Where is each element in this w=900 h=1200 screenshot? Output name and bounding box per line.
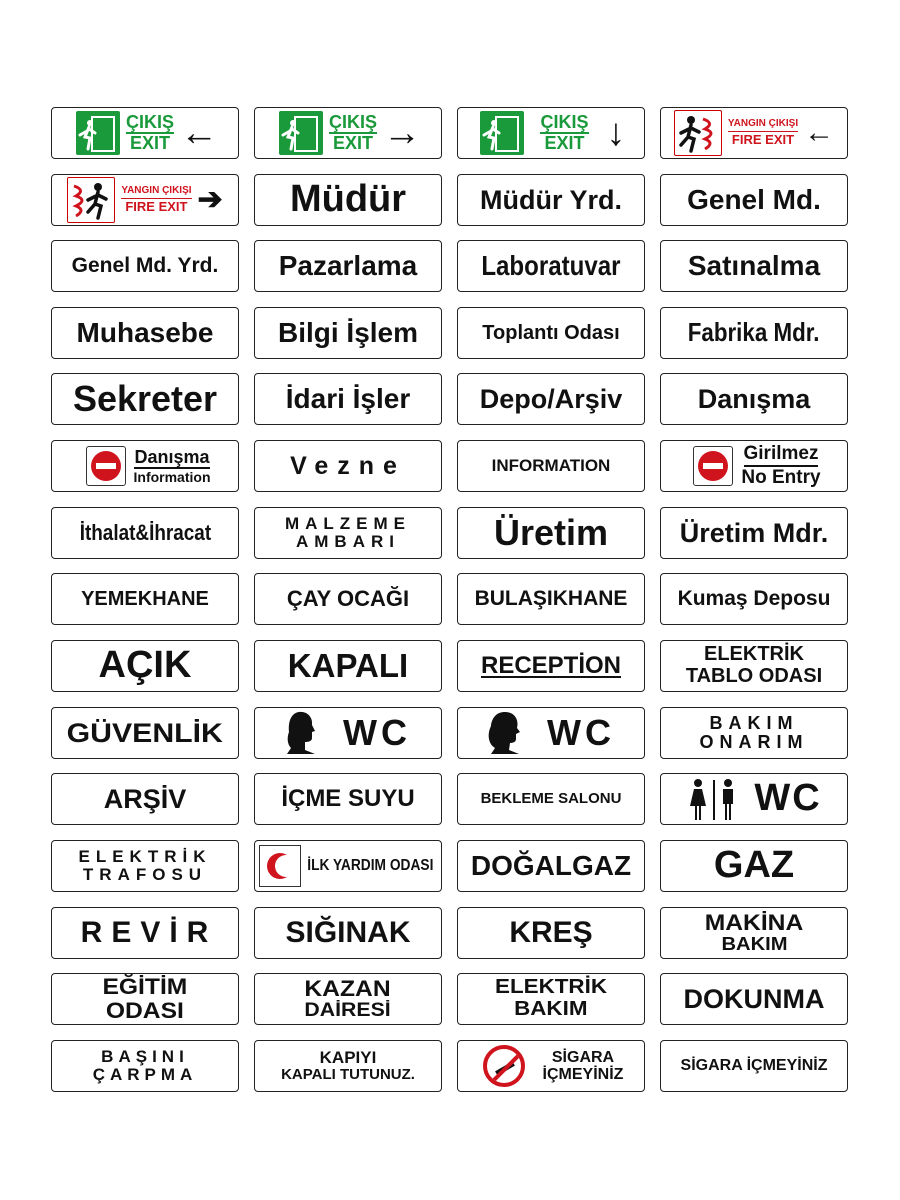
sign-malzeme-ambari: [254, 507, 442, 559]
sign-line-2: AMBARI: [295, 532, 400, 551]
sign-vezne: [254, 440, 442, 492]
sign-elektrik-trafosu: [51, 840, 239, 892]
sign-kumas-deposu: [660, 573, 848, 625]
sign-genel-md: [660, 174, 848, 226]
sign-label: GÜVENLİK: [66, 717, 224, 748]
sign-label: Sekreter: [72, 378, 218, 420]
sign-line-2: TRAFOSU: [82, 865, 208, 884]
woman-silhouette-icon: [487, 710, 523, 756]
fire-exit-subtitle: FIRE EXIT: [125, 198, 188, 214]
sign-danisma: [660, 373, 848, 425]
sign-exit-down: [457, 107, 645, 159]
sign-label: YEMEKHANE: [81, 587, 209, 610]
sign-label: RECEPTİON: [480, 652, 621, 680]
restroom-people-icon: [686, 776, 742, 822]
sign-line-1: MALZEME: [284, 513, 412, 533]
sign-label: INFORMATION: [491, 456, 611, 476]
sign-label: WC: [343, 712, 411, 754]
sign-elektrik-tablo: [660, 640, 848, 692]
sign-line-1: ELEKTRİK: [495, 976, 607, 999]
sign-guvenlik: [51, 707, 239, 759]
fire-exit-runner-icon: [67, 177, 115, 223]
sign-mudur: [254, 174, 442, 226]
sign-arsiv: [51, 773, 239, 825]
sign-label: Laboratuvar: [481, 250, 621, 282]
sign-ilk-yardim: [254, 840, 442, 892]
sign-line-1: BAŞINI: [101, 1046, 189, 1066]
sign-label: AÇIK: [98, 644, 192, 687]
sign-gaz: [660, 840, 848, 892]
sign-label: SİGARA İÇMEYİNİZ: [680, 1056, 828, 1074]
sign-label: BEKLEME SALONU: [480, 790, 622, 808]
sign-label: Fabrika Mdr.: [688, 317, 820, 348]
sign-icme-suyu: [254, 773, 442, 825]
sign-line-1: BAKIM: [709, 712, 799, 733]
no-smoking-icon: [483, 1045, 525, 1087]
sign-line-2: TABLO ODASI: [685, 665, 823, 687]
exit-subtitle: EXIT: [332, 133, 373, 153]
sign-label: Danışma: [697, 383, 811, 414]
sign-exit-right: [254, 107, 442, 159]
sign-idari-isler: [254, 373, 442, 425]
running-man-exit-icon: [480, 111, 524, 155]
sign-basini-carpma: [51, 1040, 239, 1092]
sign-line-1: Girilmez: [744, 443, 819, 467]
sign-sigara-icmeyiniz: [660, 1040, 848, 1092]
sign-label: BULAŞIKHANE: [474, 586, 628, 610]
sign-reception: [457, 640, 645, 692]
sign-label: Satınalma: [687, 250, 821, 282]
sign-elektrik-bakim: [457, 973, 645, 1025]
sign-line-2: DAİRESİ: [304, 999, 392, 1021]
sign-line-1: EĞİTİM: [102, 974, 188, 1000]
sign-fabrika-mdr: [660, 307, 848, 359]
sign-genel-md-yrd: [51, 240, 239, 292]
sign-label: Üretim: [493, 512, 609, 554]
sign-label: İLK YARDIM ODASI: [307, 856, 434, 874]
sign-label: GAZ: [713, 844, 795, 887]
sign-girilmez: [660, 440, 848, 492]
exit-subtitle: EXIT: [129, 133, 170, 153]
sign-label: Kumaş Deposu: [677, 586, 831, 610]
fire-exit-title: YANGIN ÇIKIŞI: [121, 185, 191, 199]
sign-label: REVİR: [80, 916, 218, 950]
fire-exit-runner-icon: [674, 110, 722, 156]
sign-ithalat-ihracat: [51, 507, 239, 559]
sign-toplanti-odasi: [457, 307, 645, 359]
sign-label: Üretim Mdr.: [679, 517, 829, 548]
running-man-exit-icon: [76, 111, 120, 155]
sign-egitim-odasi: [51, 973, 239, 1025]
sign-label: WC: [754, 777, 822, 820]
sign-bilgi-islem: [254, 307, 442, 359]
sign-line-2: KAPALI TUTUNUZ.: [281, 1066, 415, 1084]
sign-fire-exit-right: [51, 174, 239, 226]
sign-revir: [51, 907, 239, 959]
sign-muhasebe: [51, 307, 239, 359]
sign-label: Vezne: [290, 451, 406, 480]
sign-label: Genel Md.: [687, 184, 821, 216]
sign-line-2: No Entry: [741, 467, 821, 488]
sign-fire-exit-left: [660, 107, 848, 159]
exit-subtitle: EXIT: [544, 133, 585, 153]
sign-line-2: ÇARPMA: [92, 1065, 198, 1084]
sign-laboratuvar: [457, 240, 645, 292]
sign-siginak: [254, 907, 442, 959]
sign-sekreter: [51, 373, 239, 425]
sign-label: Müdür Yrd.: [479, 184, 622, 215]
sign-bulasikhane: [457, 573, 645, 625]
sign-label: KAPALI: [287, 646, 409, 684]
sign-makina-bakim: [660, 907, 848, 959]
arrow-right-icon: ➔: [197, 183, 223, 216]
fire-exit-subtitle: FIRE EXIT: [731, 131, 795, 147]
sign-mudur-yrd: [457, 174, 645, 226]
man-silhouette-icon: [285, 710, 319, 756]
sign-line-2: İÇMEYİNİZ: [542, 1066, 624, 1083]
no-entry-icon: [86, 446, 126, 486]
running-man-exit-icon: [279, 111, 323, 155]
arrow-down-icon: ↓: [606, 112, 626, 154]
sign-label: Genel Md. Yrd.: [71, 253, 219, 277]
sign-information: [457, 440, 645, 492]
arrow-left-icon: ←: [180, 112, 218, 154]
sign-depo-arsiv: [457, 373, 645, 425]
sign-label: Pazarlama: [278, 250, 418, 282]
sign-line-1: ELEKTRİK: [78, 846, 212, 866]
sign-yemekhane: [51, 573, 239, 625]
sign-bakim-onarim: [660, 707, 848, 759]
sign-line-2: ONARIM: [699, 732, 809, 752]
sign-exit-left: [51, 107, 239, 159]
sign-label: İÇME SUYU: [281, 785, 415, 813]
sign-wc-women: [457, 707, 645, 759]
sign-kapali: [254, 640, 442, 692]
exit-title: ÇIKIŞ: [328, 112, 377, 133]
sign-uretim: [457, 507, 645, 559]
sign-label: DOĞALGAZ: [470, 850, 632, 882]
sign-label: Depo/Arşiv: [479, 383, 623, 414]
sign-label: ÇAY OCAĞI: [286, 586, 410, 612]
sign-wc-men: [254, 707, 442, 759]
sign-label: WC: [547, 712, 615, 754]
sign-line-1: SİGARA: [551, 1048, 615, 1066]
sign-line-1: MAKİNA: [704, 910, 804, 936]
sign-label: İthalat&İhracat: [79, 520, 211, 546]
fire-exit-title: YANGIN ÇIKIŞI: [728, 118, 798, 132]
sign-label: Muhasebe: [76, 317, 214, 349]
sign-label: SIĞINAK: [285, 916, 411, 950]
sign-wc-both: [660, 773, 848, 825]
sign-line-1: KAPIYI: [319, 1047, 377, 1067]
sign-line-2: ODASI: [105, 998, 185, 1023]
sign-kres: [457, 907, 645, 959]
arrow-left-icon: ←: [804, 116, 835, 149]
sign-dogalgaz: [457, 840, 645, 892]
sign-line-1: Danışma: [134, 447, 209, 470]
sign-label: DOKUNMA: [683, 983, 825, 1014]
sign-line-1: ELEKTRİK: [703, 643, 804, 666]
sign-label: KREŞ: [509, 916, 593, 950]
red-crescent-icon: [259, 845, 301, 887]
exit-title: ÇIKIŞ: [540, 112, 589, 133]
sign-cay-ocagi: [254, 573, 442, 625]
sign-pazarlama: [254, 240, 442, 292]
sign-uretim-mdr: [660, 507, 848, 559]
exit-title: ÇIKIŞ: [125, 112, 174, 133]
sign-kazan-dairesi: [254, 973, 442, 1025]
sign-acik: [51, 640, 239, 692]
sign-bekleme-salonu: [457, 773, 645, 825]
sign-line-1: KAZAN: [304, 975, 392, 1001]
sign-kapiyi-kapali: [254, 1040, 442, 1092]
sign-satinalma: [660, 240, 848, 292]
sign-dokunma: [660, 973, 848, 1025]
sign-label: ARŞİV: [103, 783, 187, 814]
sign-label: Toplantı Odası: [482, 321, 620, 344]
sign-label: Bilgi İşlem: [277, 317, 419, 349]
sign-line-2: Information: [133, 469, 211, 486]
sign-line-2: BAKIM: [514, 998, 588, 1020]
arrow-right-icon: →: [383, 112, 421, 154]
sign-label: Müdür: [289, 178, 407, 221]
sign-label: İdari İşler: [285, 383, 411, 415]
no-entry-icon: [693, 446, 733, 486]
sign-danisma-information: [51, 440, 239, 492]
sign-sigara-icon: [457, 1040, 645, 1092]
sign-line-2: BAKIM: [720, 934, 788, 955]
